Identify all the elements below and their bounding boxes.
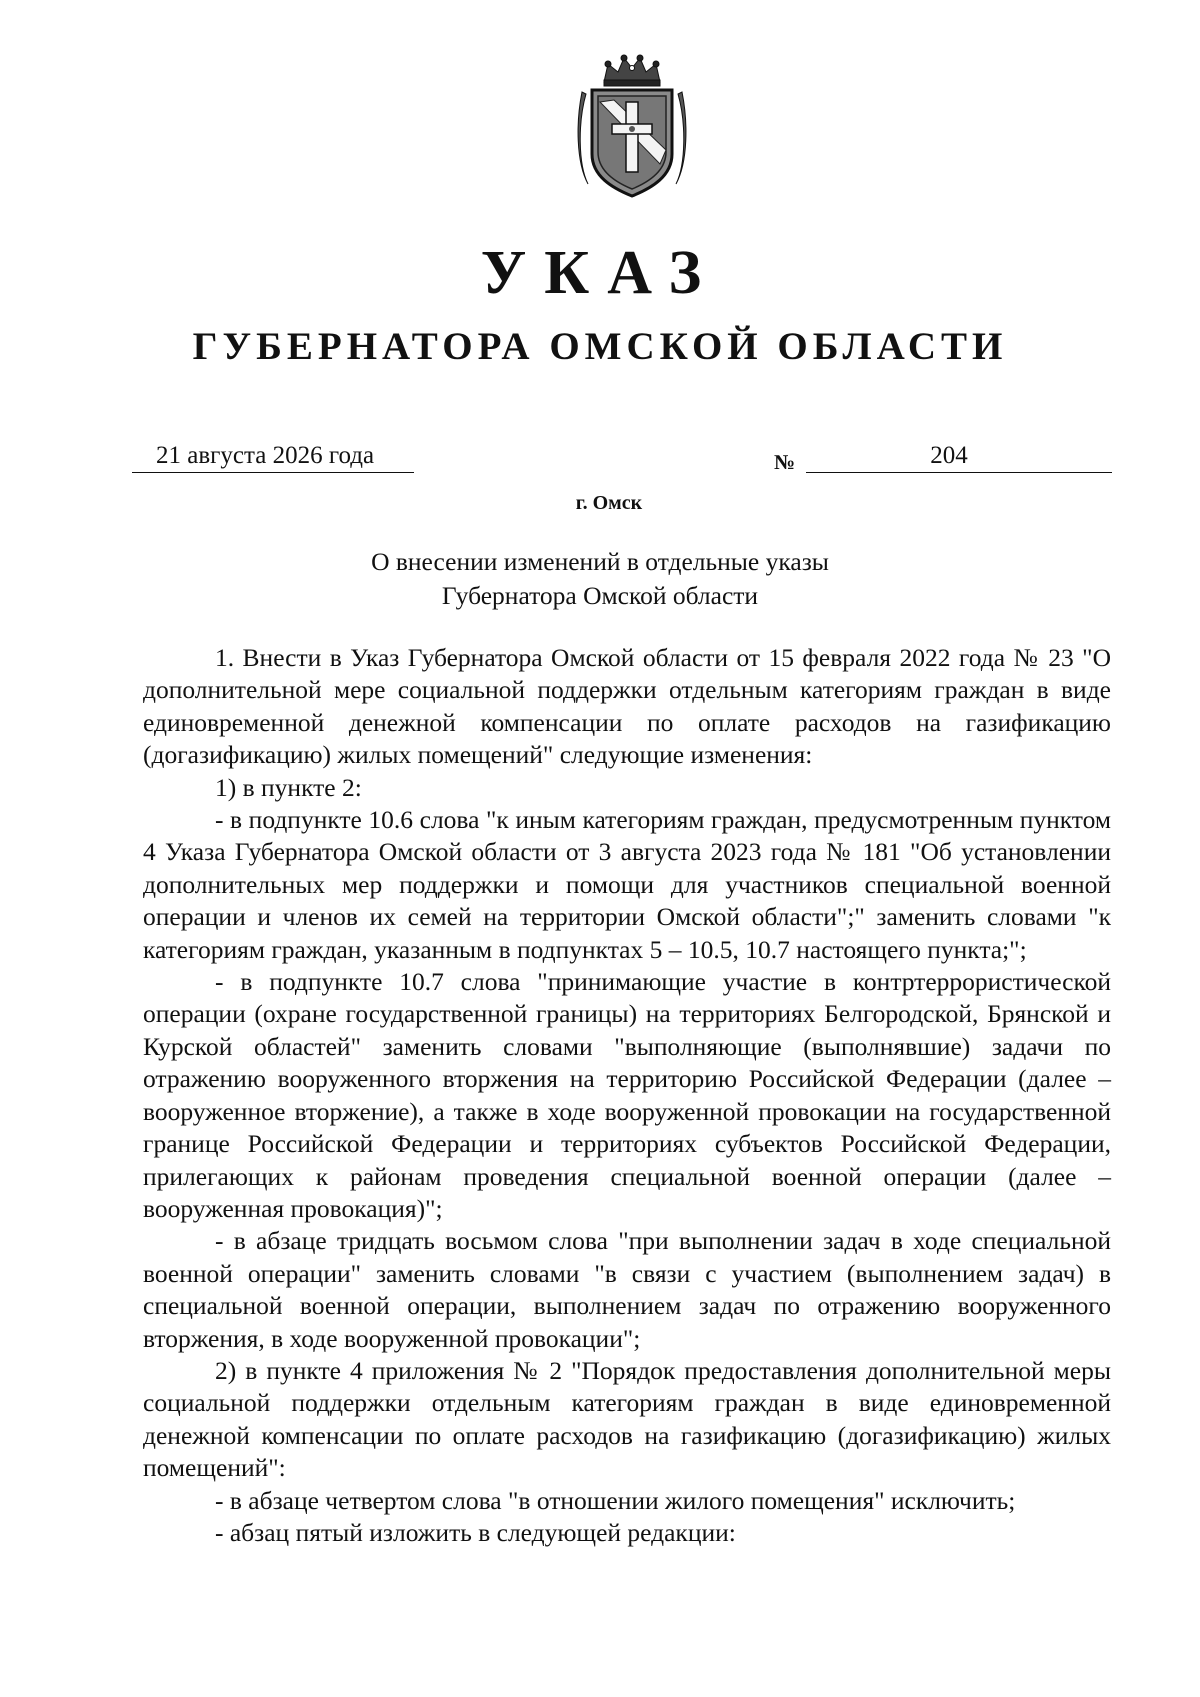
- document-body: [143, 642, 1111, 1549]
- number-label: №: [774, 450, 796, 474]
- paragraph: - в абзаце четвертом слова "в отношении жилого помещения" исключить;: [215, 1485, 1016, 1515]
- paragraph: - в подпункте 10.7 слова "принимающие участие в контртеррористической операции (охране государственной границы) на территориях Белгородской, Брянской и Курской областей" заменить словами "выполняющие (выполнявшие) задачи по отражению вооруженного вторжения на территорию Российской Федерации (далее – вооруженное вторжение), а также в ходе вооруженной провокации на государственной границе Российской Федерации и территориях субъектов Российской Федерации, прилегающих к районам проведения специальной военной операции (далее – вооруженная провокация)";: [143, 967, 1111, 1223]
- document-heading: [0, 545, 1200, 613]
- paragraph: - абзац пятый изложить в следующей редакции:: [215, 1517, 736, 1547]
- city-label: г. Омск: [575, 492, 643, 514]
- paragraph: - в подпункте 10.6 слова "к иным категориям граждан, предусмотренным пунктом 4 Указа Губернатора Омской области от 3 августа 2023 года № 181 "Об установлении дополнительных мер поддержки и помощи для участников специальной военной операции и членов их семей на территории Омской области";" заменить словами "к категориям граждан, указанным в подпунктах 5 – 10.5, 10.7 настоящего пункта;";: [143, 805, 1111, 964]
- heading-line-1: О внесении изменений в отдельные указы: [371, 547, 829, 576]
- document-subtitle: ГУБЕРНАТОРА ОМСКОЙ ОБЛАСТИ: [192, 325, 1008, 368]
- paragraph: 1. Внести в Указ Губернатора Омской области от 15 февраля 2022 года № 23 "О дополнительной мере социальной поддержки отдельным категориям граждан в виде единовременной денежной компенсации по оплате расходов на газификацию (догазификацию) жилых помещений" следующие изменения:: [143, 643, 1111, 770]
- document-date: 21 августа 2026 года: [132, 440, 414, 473]
- paragraph: - в абзаце тридцать восьмом слова "при выполнении задач в ходе специальной военной операции" заменить словами "в связи с участием (выполнением задач) в специальной военной операции, выполнением задач по отражению вооруженного вторжения, в ходе вооруженной провокации";: [143, 1226, 1111, 1353]
- paragraph: 2) в пункте 4 приложения № 2 "Порядок предоставления дополнительной меры социальной поддержки отдельным категориям граждан в виде единовременной денежной компенсации по оплате расходов на газификацию (догазификацию) жилых помещений":: [143, 1355, 1111, 1483]
- paragraph: 1) в пункте 2:: [215, 772, 362, 802]
- omsk-oblast-coat-of-arms-icon: [574, 52, 690, 200]
- document-title: УКАЗ: [480, 239, 720, 307]
- heading-line-2: Губернатора Омской области: [441, 581, 759, 610]
- document-number: 204: [806, 440, 1112, 473]
